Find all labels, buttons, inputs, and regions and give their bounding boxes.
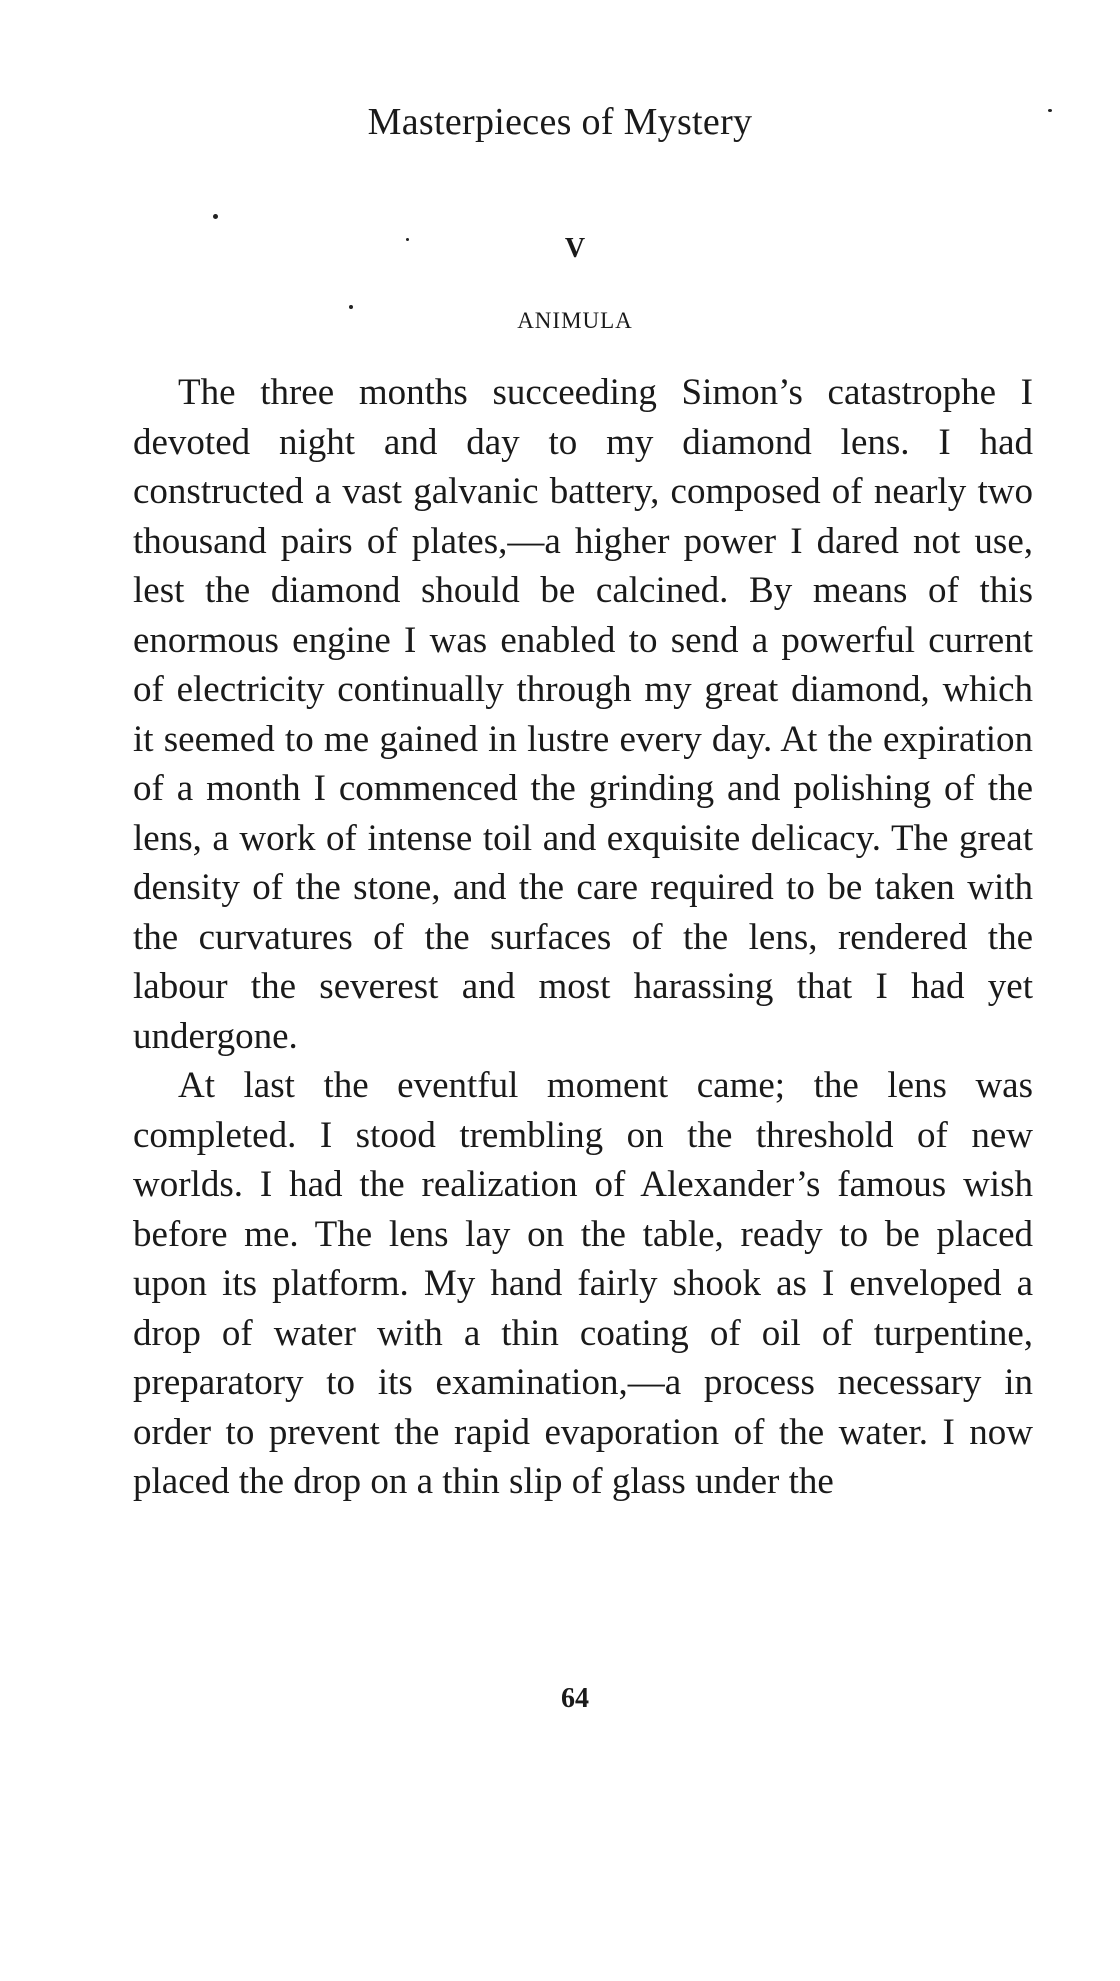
paragraph-1: The three months succeeding Simon’s catastrophe I devoted night and day to my diamond lens. I had constructed a vast galvanic battery, composed of nearly two thousand pairs of plates,—a higher power I dared not use, lest the diamond should be calcined. By means of this enormous engine I was enabled to send a powerful current of electricity continually through my great diamond, which it seemed to me gained in lustre every day. At the expiration of a month I commenced the grinding and polishing of the lens, a work of intense toil and exquisite delicacy. The great density of the stone, and the care required to be taken with the curvatures of the surfaces of the lens, rendered the labour the severest and most harassing that I had yet undergone. <box>133 372 1033 1057</box>
paragraph-2: At last the eventful moment came; the lens was completed. I stood trembling on the threshold of new worlds. I had the realization of Alexander’s famous wish before me. The lens lay on the table, ready to be placed upon its platform. My hand fairly shook as I enveloped a drop of water with a thin coating of oil of turpentine, preparatory to its examination,—a process necessary in order to prevent the rapid evaporation of the water. I now placed the drop on a thin slip of glass under the <box>133 1065 1033 1502</box>
chapter-number: V <box>564 233 586 264</box>
scan-speck <box>213 214 218 219</box>
chapter-title: ANIMULA <box>517 308 633 333</box>
scan-speck <box>1048 109 1052 112</box>
page-number: 64 <box>561 1683 589 1714</box>
scan-speck <box>349 305 353 309</box>
scan-speck <box>406 238 409 241</box>
body-text <box>133 368 1033 1507</box>
running-head: Masterpieces of Mystery <box>367 101 753 143</box>
